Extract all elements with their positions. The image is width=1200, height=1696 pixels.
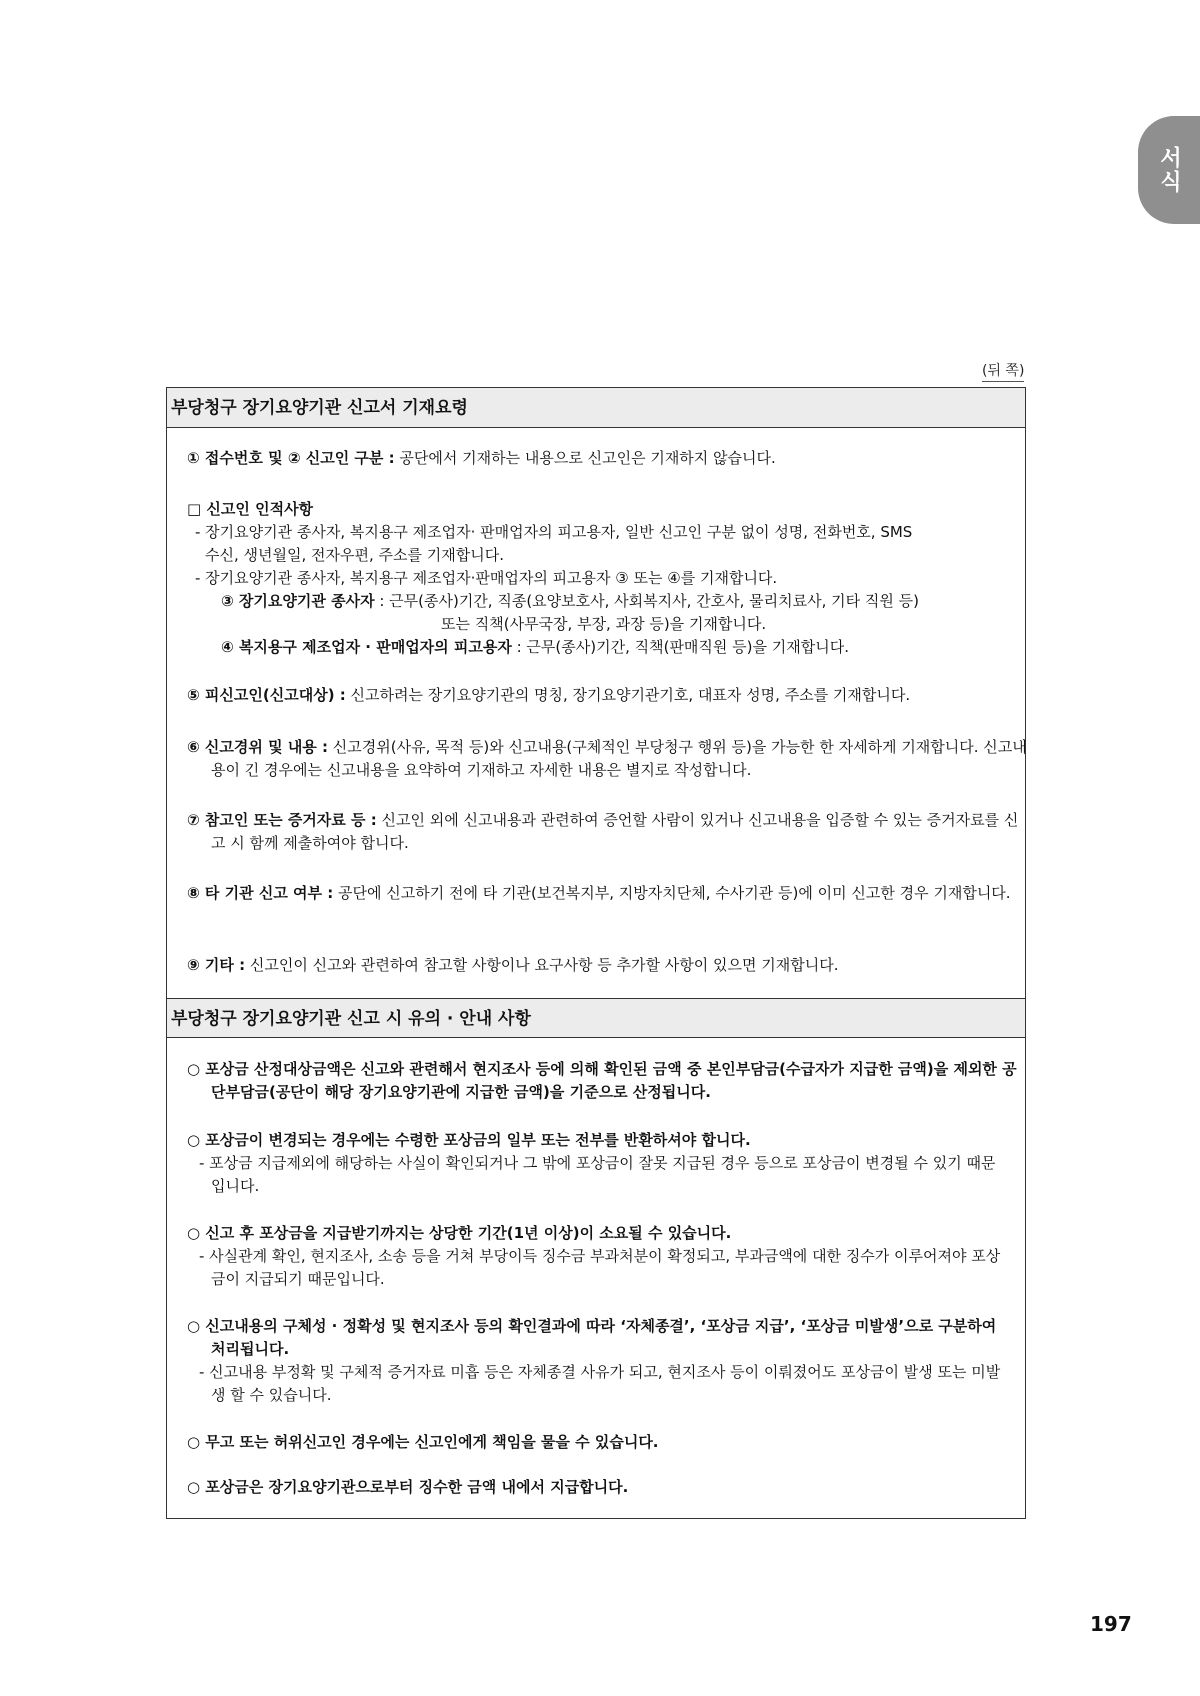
sub-item-supplier-employee xyxy=(187,636,1007,659)
item-text: 신고인이 신고와 관련하여 참고할 사항이나 요구사항 등 추가할 사항이 있으면 기재합니다. xyxy=(245,956,839,974)
page-number: 197 xyxy=(1090,1612,1132,1636)
sub-item-label: ③ 장기요양기관 종사자 xyxy=(221,592,375,610)
back-side-label: (뒤 쪽) xyxy=(982,360,1024,382)
sub-item-text: : 근무(종사)기간, 직종(요양보호사, 사회복지사, 간호사, 물리치료사, 기타 직원 등) xyxy=(374,592,919,610)
section-header-instructions: 부당청구 장기요양기관 신고서 기재요령 xyxy=(167,388,1025,428)
section-tab xyxy=(1138,116,1200,224)
section-tab-label: 서식 xyxy=(1156,146,1182,194)
instruction-form xyxy=(166,387,1026,1519)
item-label: ⑧ 타 기관 신고 여부 : xyxy=(187,884,334,902)
item-text: 공단에서 기재하는 내용으로 신고인은 기재하지 않습니다. xyxy=(394,449,776,467)
item-other-agency xyxy=(187,882,1031,905)
item-receipt-number xyxy=(187,447,1007,470)
item-text: 신고하려는 장기요양기관의 명칭, 장기요양기관기호, 대표자 성명, 주소를 기재합니다. xyxy=(345,686,911,704)
item-reporter-info xyxy=(187,498,1007,659)
item-label: ⑤ 피신고인(신고대상) : xyxy=(187,686,346,704)
item-report-details xyxy=(187,736,1031,782)
item-label: ⑦ 참고인 또는 증거자료 등 : xyxy=(187,811,377,829)
notice-reward-duration xyxy=(187,1222,1007,1291)
item-other xyxy=(187,954,1007,977)
item-evidence xyxy=(187,809,1031,855)
item-line: - 장기요양기관 종사자, 복지용구 제조업자· 판매업자의 피고용자, 일반 신고인 구분 없이 성명, 전화번호, SMS xyxy=(195,523,913,541)
notice-reward-refund xyxy=(187,1129,1007,1198)
notice-false-report: ○ 무고 또는 허위신고인 경우에는 신고인에게 책임을 물을 수 있습니다. xyxy=(187,1433,659,1451)
notice-detail: - 포상금 지급제외에 해당하는 사실이 확인되거나 그 밖에 포상금이 잘못 지급된 경우 등으로 포상금이 변경될 수 있기 때문입니다. xyxy=(199,1154,996,1195)
notice-processing xyxy=(187,1315,1007,1407)
item-text: 신고경위(사유, 목적 등)와 신고내용(구체적인 부당청구 행위 등)을 가능한 한 자세하게 기재합니다. 신고내용이 긴 경우에는 신고내용을 요약하여 기재하고 자세한 내용은 별지로 작성합니다. xyxy=(211,738,1027,779)
sub-item-ltc-employee xyxy=(187,590,1007,613)
section-header-notices: 부당청구 장기요양기관 신고 시 유의 · 안내 사항 xyxy=(167,998,1025,1038)
item-text: 공단에 신고하기 전에 타 기관(보건복지부, 지방자치단체, 수사기관 등)에 이미 신고한 경우 기재합니다. xyxy=(333,884,1011,902)
item-label: ⑥ 신고경위 및 내용 : xyxy=(187,738,329,756)
notice-text: ○ 신고내용의 구체성 · 정확성 및 현지조사 등의 확인결과에 따라 ‘자체종결’, ‘포상금 지급’, ‘포상금 미발생’으로 구분하여 처리됩니다. xyxy=(187,1317,997,1358)
sub-item-continuation: 또는 직책(사무국장, 부장, 과장 등)을 기재합니다. xyxy=(441,615,767,633)
notice-detail: - 사실관계 확인, 현지조사, 소송 등을 거쳐 부당이득 징수금 부과처분이 확정되고, 부과금액에 대한 징수가 이루어져야 포상금이 지급되기 때문입니다. xyxy=(199,1247,1001,1288)
notice-detail: - 신고내용 부정확 및 구체적 증거자료 미흡 등은 자체종결 사유가 되고, 현지조사 등이 이뤄졌어도 포상금이 발생 또는 미발생 할 수 있습니다. xyxy=(199,1363,1001,1404)
item-label: ⑨ 기타 : xyxy=(187,956,246,974)
notice-reward-basis: ○ 포상금 산정대상금액은 신고와 관련해서 현지조사 등에 의해 확인된 금액 중 본인부담금(수급자가 지급한 금액)을 제외한 공단부담금(공단이 해당 장기요양기관에 지급한 금액)을 기준으로 산정됩니다. xyxy=(187,1060,1017,1101)
item-label: ① 접수번호 및 ② 신고인 구분 : xyxy=(187,449,395,467)
notice-reward-source: ○ 포상금은 장기요양기관으로부터 징수한 금액 내에서 지급합니다. xyxy=(187,1478,629,1496)
item-text: 신고인 외에 신고내용과 관련하여 증언할 사람이 있거나 신고내용을 입증할 수 있는 증거자료를 신고 시 함께 제출하여야 합니다. xyxy=(211,811,1019,852)
item-line: - 장기요양기관 종사자, 복지용구 제조업자·판매업자의 피고용자 ③ 또는 ④를 기재합니다. xyxy=(195,569,778,587)
item-label: □ 신고인 인적사항 xyxy=(187,500,314,518)
sub-item-text: : 근무(종사)기간, 직책(판매직원 등)을 기재합니다. xyxy=(511,638,849,656)
item-line: 수신, 생년월일, 전자우편, 주소를 기재합니다. xyxy=(205,546,504,564)
notice-text: ○ 포상금이 변경되는 경우에는 수령한 포상금의 일부 또는 전부를 반환하셔야 합니다. xyxy=(187,1131,751,1149)
sub-item-label: ④ 복지용구 제조업자 · 판매업자의 피고용자 xyxy=(221,638,512,656)
item-accused xyxy=(187,684,1007,707)
notice-text: ○ 신고 후 포상금을 지급받기까지는 상당한 기간(1년 이상)이 소요될 수 있습니다. xyxy=(187,1224,732,1242)
